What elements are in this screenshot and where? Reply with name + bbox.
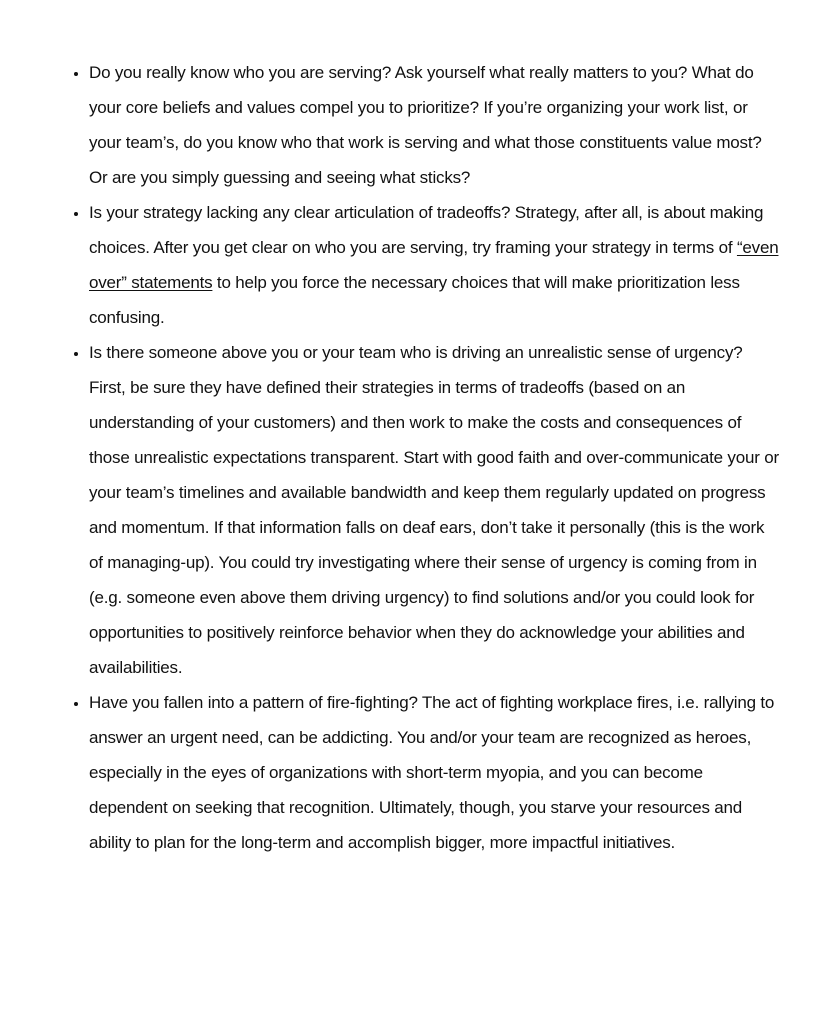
bullet-list <box>0 55 779 860</box>
even-over-statements-link[interactable]: “even over” statements <box>89 238 779 292</box>
article-body <box>0 55 819 860</box>
bullet-text: Do you really know who you are serving? Ask yourself what really matters to you? What do your core beliefs and values compel you to prioritize? If you’re organizing your work list, or your team’s, do you know who that work is serving and what those constituents value most? Or are you simply guessing and seeing what sticks? <box>89 63 762 187</box>
list-item <box>89 335 779 685</box>
bullet-text-after-link: to help you force the necessary choices that will make prioritization less confusing. <box>89 273 740 327</box>
bullet-text: Have you fallen into a pattern of fire-fighting? The act of fighting workplace fires, i.e. rallying to answer an urgent need, can be addicting. You and/or your team are recognized as heroes, especially in the eyes of organizations with short-term myopia, and you can become dependent on seeking that recognition. Ultimately, though, you starve your resources and ability to plan for the long-term and accomplish bigger, more impactful initiatives. <box>89 693 775 852</box>
bullet-text-before-link: Is your strategy lacking any clear articulation of tradeoffs? Strategy, after all, is about making choices. After you get clear on who you are serving, try framing your strategy in terms of <box>89 203 764 257</box>
list-item <box>89 195 779 335</box>
bullet-text: Is there someone above you or your team who is driving an unrealistic sense of urgency? First, be sure they have defined their strategies in terms of tradeoffs (based on an understanding of your customers) and then work to make the costs and consequences of those unrealistic expectations transparent. Start with good faith and over-communicate your or your team’s timelines and available bandwidth and keep them regularly updated on progress and momentum. If that information falls on deaf ears, don’t take it personally (this is the work of managing-up). You could try investigating where their sense of urgency is coming from in (e.g. someone even above them driving urgency) to find solutions and/or you could look for opportunities to positively reinforce behavior when they do acknowledge your abilities and availabilities. <box>89 343 779 677</box>
list-item <box>89 685 779 860</box>
list-item <box>89 55 779 195</box>
